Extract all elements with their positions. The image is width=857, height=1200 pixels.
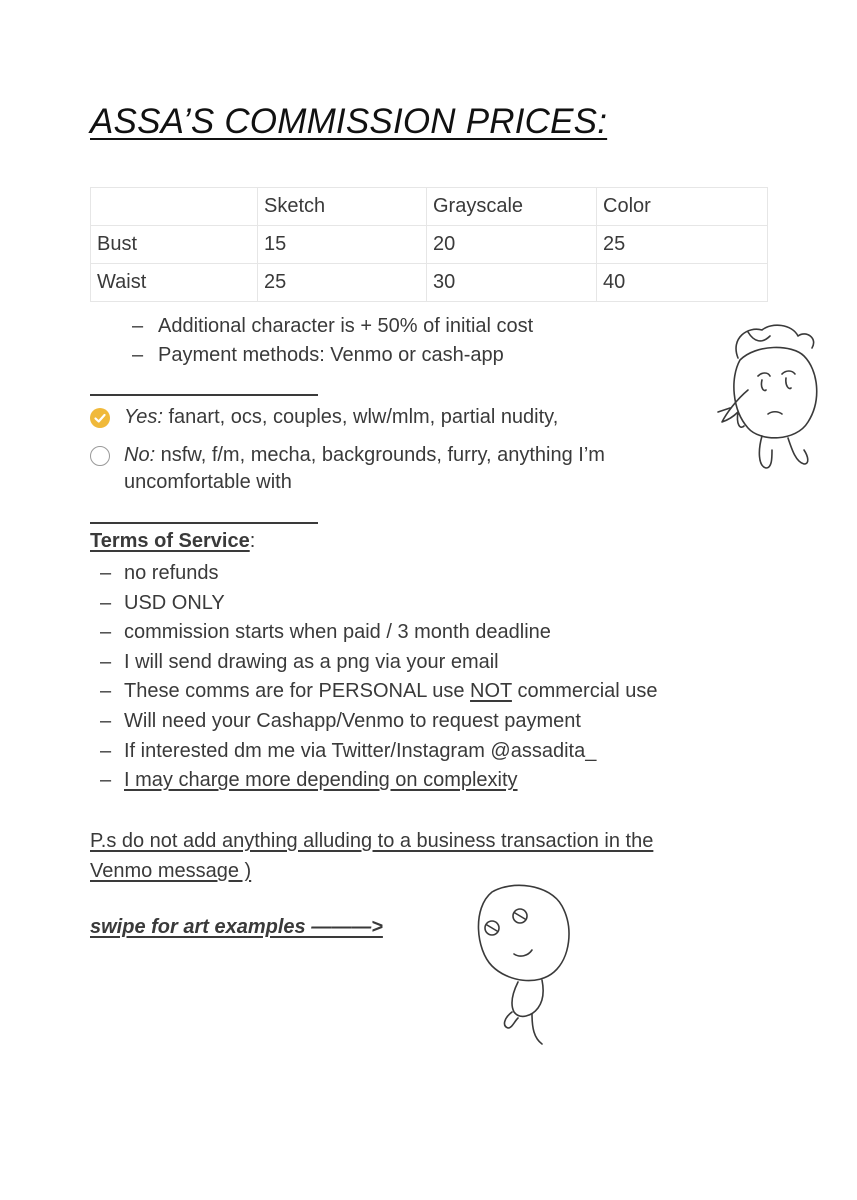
dash-bullet: – <box>100 650 112 673</box>
dash-bullet: – <box>100 591 112 614</box>
tos-list <box>100 560 658 797</box>
tos-item: USD ONLY <box>124 591 225 614</box>
tos-item: If interested dm me via Twitter/Instagram @assadita_ <box>124 739 597 762</box>
table-cell: 15 <box>258 226 427 264</box>
tos-item: commission starts when paid / 3 month deadline <box>124 621 551 644</box>
list-item <box>100 649 658 679</box>
tos-item: Will need your Cashapp/Venmo to request payment <box>124 709 581 732</box>
table-cell: 20 <box>427 226 597 264</box>
table-header-cell: Sketch <box>258 188 427 226</box>
table-row <box>91 264 768 302</box>
dash-bullet: – <box>100 739 112 762</box>
character-doodle <box>462 878 582 1053</box>
ps-note <box>90 826 653 886</box>
table-cell: 25 <box>258 264 427 302</box>
empty-circle-icon <box>90 446 110 466</box>
ps-line: Venmo message ) <box>90 860 252 882</box>
table-header-cell <box>91 188 258 226</box>
tos-item-underlined: I may charge more depending on complexity <box>124 769 518 792</box>
price-table <box>90 187 768 302</box>
row-label: Waist <box>91 264 258 302</box>
crying-character-doodle <box>700 318 840 488</box>
dash-bullet: – <box>100 769 112 792</box>
not-emphasis: NOT <box>470 680 512 703</box>
tos-heading-colon: : <box>249 530 256 552</box>
list-item <box>100 708 658 738</box>
list-item <box>132 343 533 372</box>
tos-item-personal-end: commercial use <box>511 680 658 703</box>
tos-heading <box>90 530 255 553</box>
table-cell: 25 <box>597 226 768 264</box>
no-text: nsfw, f/m, mecha, backgrounds, furry, anything I’m <box>155 444 605 466</box>
yes-text: fanart, ocs, couples, wlw/mlm, partial nudity, <box>162 406 559 428</box>
no-label: No: <box>124 444 156 466</box>
pricing-notes <box>132 314 533 372</box>
tos-item: no refunds <box>124 562 219 584</box>
ps-line: P.s do not add anything alluding to a business transaction in the <box>90 830 654 852</box>
table-cell: 30 <box>427 264 597 302</box>
divider <box>90 394 318 396</box>
tos-item: I will send drawing as a png via your email <box>124 650 499 673</box>
dash-bullet: – <box>132 344 144 366</box>
dash-bullet: – <box>100 562 112 584</box>
table-row <box>91 226 768 264</box>
list-item <box>100 619 658 649</box>
table-header-row <box>91 188 768 226</box>
list-item <box>132 314 533 343</box>
table-cell: 40 <box>597 264 768 302</box>
tos-item-personal: These comms are for PERSONAL use <box>124 680 471 703</box>
note-text: Payment methods: Venmo or cash-app <box>158 344 504 366</box>
no-text-continued: uncomfortable with <box>124 471 292 493</box>
dash-bullet: – <box>100 621 112 644</box>
table-header-cell: Color <box>597 188 768 226</box>
table-header-cell: Grayscale <box>427 188 597 226</box>
list-item <box>100 560 658 590</box>
page-title: ASSA’S COMMISSION PRICES: <box>90 102 608 141</box>
checked-circle-icon <box>90 408 110 428</box>
list-item <box>100 590 658 620</box>
list-item <box>100 678 658 708</box>
tos-heading-text: Terms of Service <box>90 530 250 552</box>
dash-bullet: – <box>100 680 112 703</box>
dash-bullet: – <box>132 315 144 337</box>
list-item <box>100 767 658 797</box>
swipe-hint: swipe for art examples ———> <box>90 916 383 938</box>
dash-bullet: – <box>100 709 112 732</box>
divider <box>90 522 318 524</box>
note-text: Additional character is + 50% of initial cost <box>158 315 534 337</box>
yes-label: Yes: <box>124 406 163 428</box>
list-item <box>100 738 658 768</box>
row-label: Bust <box>91 226 258 264</box>
